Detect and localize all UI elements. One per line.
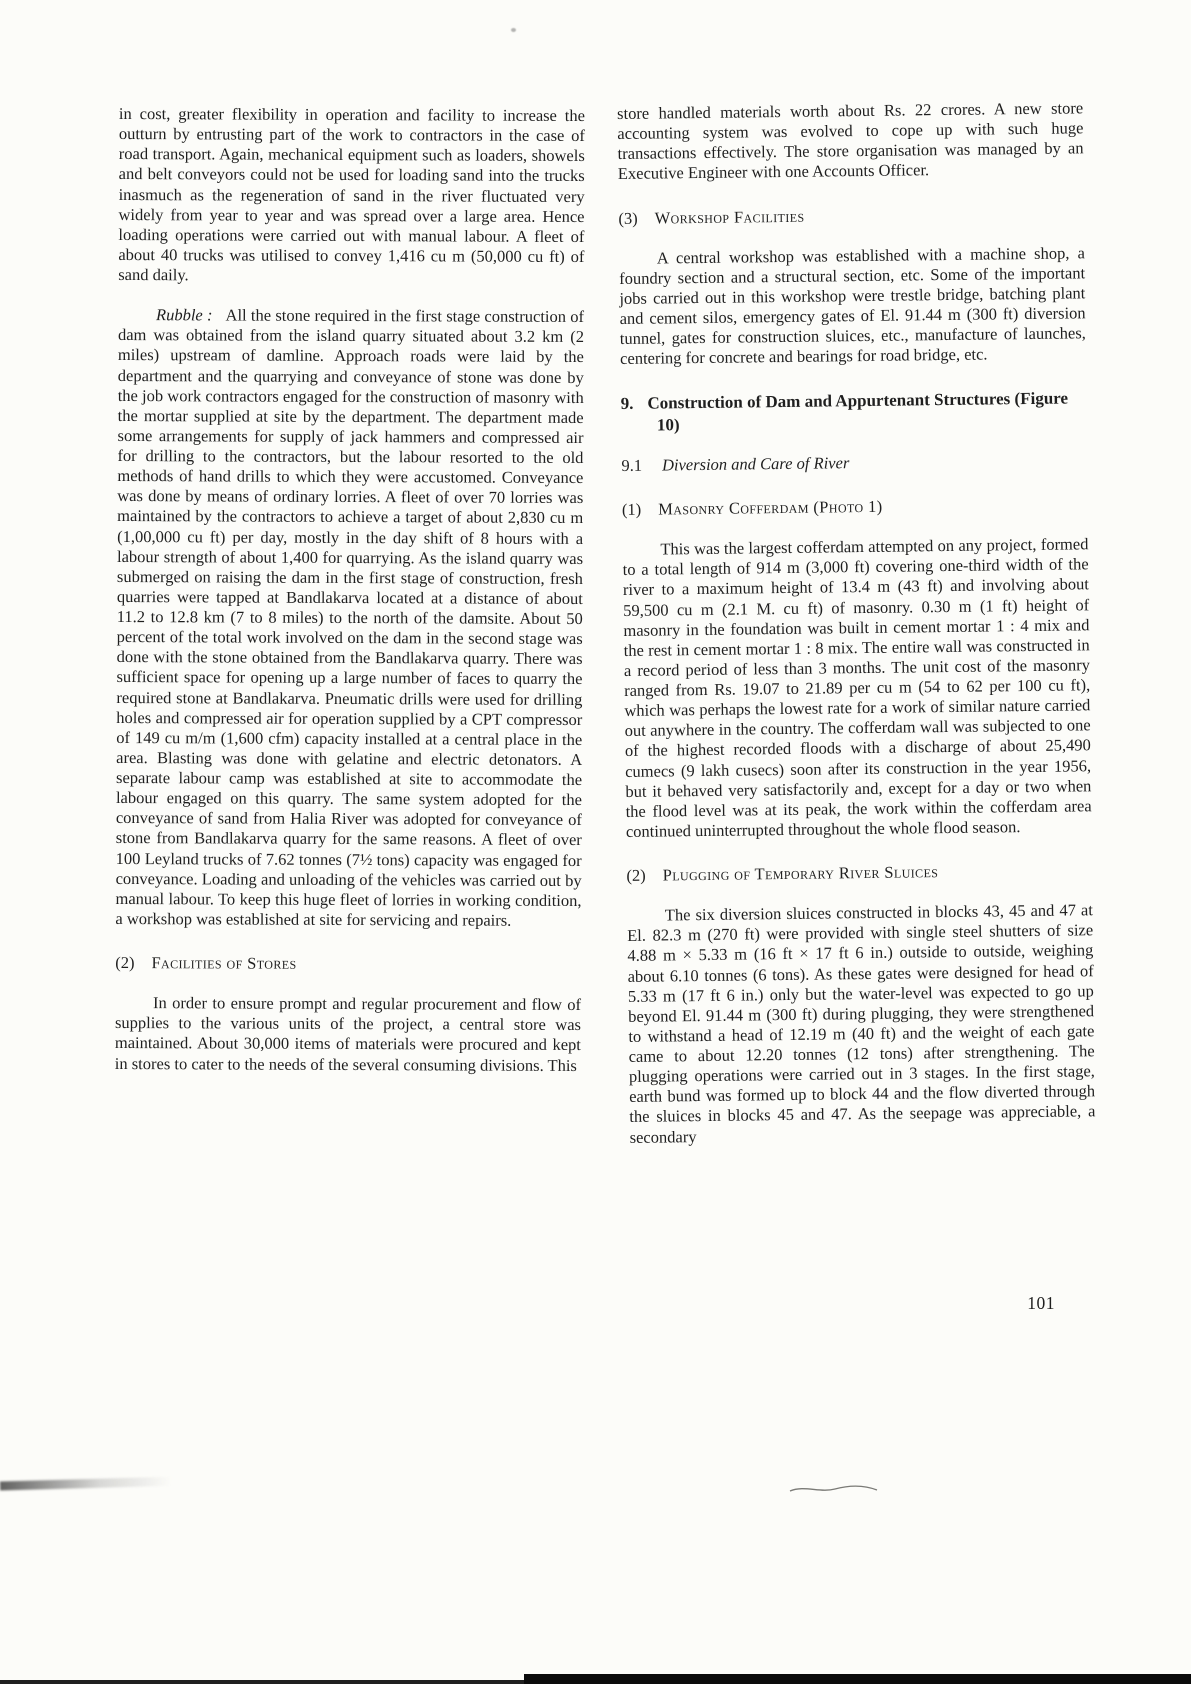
heading-number: (2)	[115, 952, 135, 973]
rubble-body-text: All the stone required in the first stage construction of dam was obtained from the island quarry situated about 3.2 km (2 miles) upstream of damline. Approach roads were laid by the department and the quarrying and conveyance of stone was done by the job work contractors engaged for the construction of masonry with the mortar supplied at site by the department. The department made some arrangements for supply of jack hammers and compressed air for drilling to the contractors, but the labour resorted to the old methods of hand drills to which they were accustomed. Conveyance was done by means of ordinary lorries. A fleet of over 70 lorries was maintained by the contractors to achieve a target of about 2,830 cu m (1,00,000 cu ft) per day, mostly in the day shift of 8 hours with a labour strength of about 1,400 for quarrying. As the island quarry was submerged on raising the dam in the first stage of construction, fresh quarries were tapped at Bandlakarva located at a distance of about 11.2 to 12.8 km (7 to 8 miles) to the north of the damsite. About 50 percent of the total work involved on the dam in the second stage was done with the stone obtained from the Bandlakarva quarry. There was sufficient space for opening up a large number of faces to quarry the required stone at Bandlakarva. Pneumatic drills were used for drilling holes and compressed air for operation supplied by a CPT compressor of 149 cu m/m (1,600 cfm) capacity installed at a central place in the area. Blasting was done with gelatine and electric detonators. A separate labour camp was established at site to accommodate the labour engaged on this quarry. The same system adopted for the conveyance of sand from Halia River was adopted for conveyance of stone from Bandlakarva quarry for the same reasons. A fleet of over 100 Leyland trucks of 7.62 tonnes (7½ tons) capacity was engaged for conveyance. Loading and unloading of the vehicles was carried out by manual labour. To keep this huge fleet of lorries in working condition, a workshop was established at site for servicing and repairs.	[115, 305, 585, 930]
heading-title: Masonry Cofferdam (Photo 1)	[658, 496, 883, 519]
heading-title: Plugging of Temporary River Sluices	[662, 862, 939, 885]
scan-squiggle-mark	[788, 1482, 880, 1496]
paragraph-stores: In order to ensure prompt and regular procurement and flow of supplies to the various units of the project, a central store was maintained. About 30,000 items of materials were procured and kept in stores to cater to the needs of the several consuming divisions. This	[114, 993, 582, 1075]
paragraph-store-continuation: store handled materials worth about Rs. 22 crores. A new store accounting system was evolved to cope up with such huge transactions effectively. The store organisation was managed by an Executive Engineer with one Accounts Officer.	[617, 98, 1084, 184]
heading-facilities-of-stores	[115, 953, 581, 975]
heading-title: Facilities of Stores	[151, 953, 297, 973]
scan-smudge	[0, 1476, 180, 1490]
scan-speck	[511, 28, 516, 32]
two-column-layout	[114, 98, 1096, 1148]
scan-edge-shadow-thin	[0, 1680, 548, 1684]
heading-number: (2)	[626, 865, 646, 885]
heading-plugging-sluices	[626, 860, 1092, 886]
heading-title: Diversion and Care of River	[661, 453, 850, 475]
heading-masonry-cofferdam	[622, 494, 1088, 520]
heading-number: 9.	[620, 394, 634, 414]
page-number: 101	[1027, 1293, 1055, 1313]
right-column	[617, 98, 1096, 1147]
heading-number: (1)	[621, 499, 642, 519]
heading-section-9-1	[621, 450, 1087, 476]
heading-section-9	[621, 388, 1087, 436]
paragraph-cofferdam: This was the largest cofferdam attempted on any project, formed to a total length of 914 m (3,000 ft) covering one-third width of the river to a maximum height of 13.4 m (43 ft) and involving about 59,500 cu m (2.1 M. cu ft) of masonry. 0.30 m (1 ft) height of masonry in the foundation was built in cement mortar 1 : 4 mix and the rest in cement mortar 1 : 8 mix. The entire wall was constructed in a record period of less than 3 months. The unit cost of the masonry ranged from Rs. 19.07 to 21.89 per cu m (54 to 62 per 100 cu ft), which was perhaps the lowest rate for a work of similar nature carried out anywhere in the country. The cofferdam wall was subjected to one of the highest recorded floods with a discharge of about 25,490 cumecs (9 lakh cusecs) soon after its construction in the year 1956, but it behaved very satisfactorily and, except for a day or two when the flood level was at its peak, the work within the cofferdam area continued uninterrupted throughout the whole flood season.	[622, 534, 1092, 841]
paragraph-plugging: The six diversion sluices constructed in blocks 43, 45 and 47 at El. 82.3 m (270 ft) were provided with single steel shutters of size 4.88 m × 5.33 m (16 ft × 17 ft 6 in.) outside to outside, weighing about 6.10 tonnes (6 tons). As these gates were designed for head of 5.33 m (17 ft 6 in.) only but the water-level was expected to go up beyond El. 91.44 m (300 ft) during plugging, they were strengthened to withstand a head of 12.19 m (40 ft) and the weight of each gate came to about 12.20 tonnes (12 tons) after strengthening. The plugging operations were carried out in 3 stages. In the first stage, earth bund was formed up to block 44 and the flow diverted through the sluices in blocks 45 and 47. As the seepage was appreciable, a secondary	[627, 900, 1096, 1147]
paragraph-workshop: A central workshop was established with a machine shop, a foundry section and a structural section, etc. Some of the important jobs carried out in this workshop were trestle bridge, batching plant and cement silos, emergency gates of El. 91.44 m (300 ft) diversion tunnel, gates for construction sluices, etc., manufacture of launches, centering for concrete and bearings for road bridge, etc.	[619, 242, 1086, 369]
scan-edge-shadow	[524, 1674, 1191, 1684]
left-column	[114, 104, 585, 1150]
heading-workshop-facilities	[618, 203, 1084, 229]
heading-title: Construction of Dam and Appurtenant Structures (Figure 10)	[647, 388, 1069, 435]
heading-title: Workshop Facilities	[654, 206, 805, 228]
heading-number: (3)	[618, 208, 638, 228]
paragraph-rubble	[115, 305, 584, 931]
paragraph-road-transport: in cost, greater flexibility in operation and facility to increase the outturn by entrusting part of the work to contractors in the case of road transport. Again, mechanical equipment such as loaders, showels and belt conveyors could not be used for loading sand into the trucks inasmuch as the regeneration of sand in the river fluctuated very widely from year to year and was spread over a large area. Hence loading operations were carried out with manual labour. A fleet of about 40 trucks was utilised to convey 1,416 cu m (50,000 cu ft) of sand daily.	[118, 104, 585, 285]
heading-number: 9.1	[621, 455, 643, 475]
rubble-lead-word: Rubble :	[155, 305, 213, 325]
